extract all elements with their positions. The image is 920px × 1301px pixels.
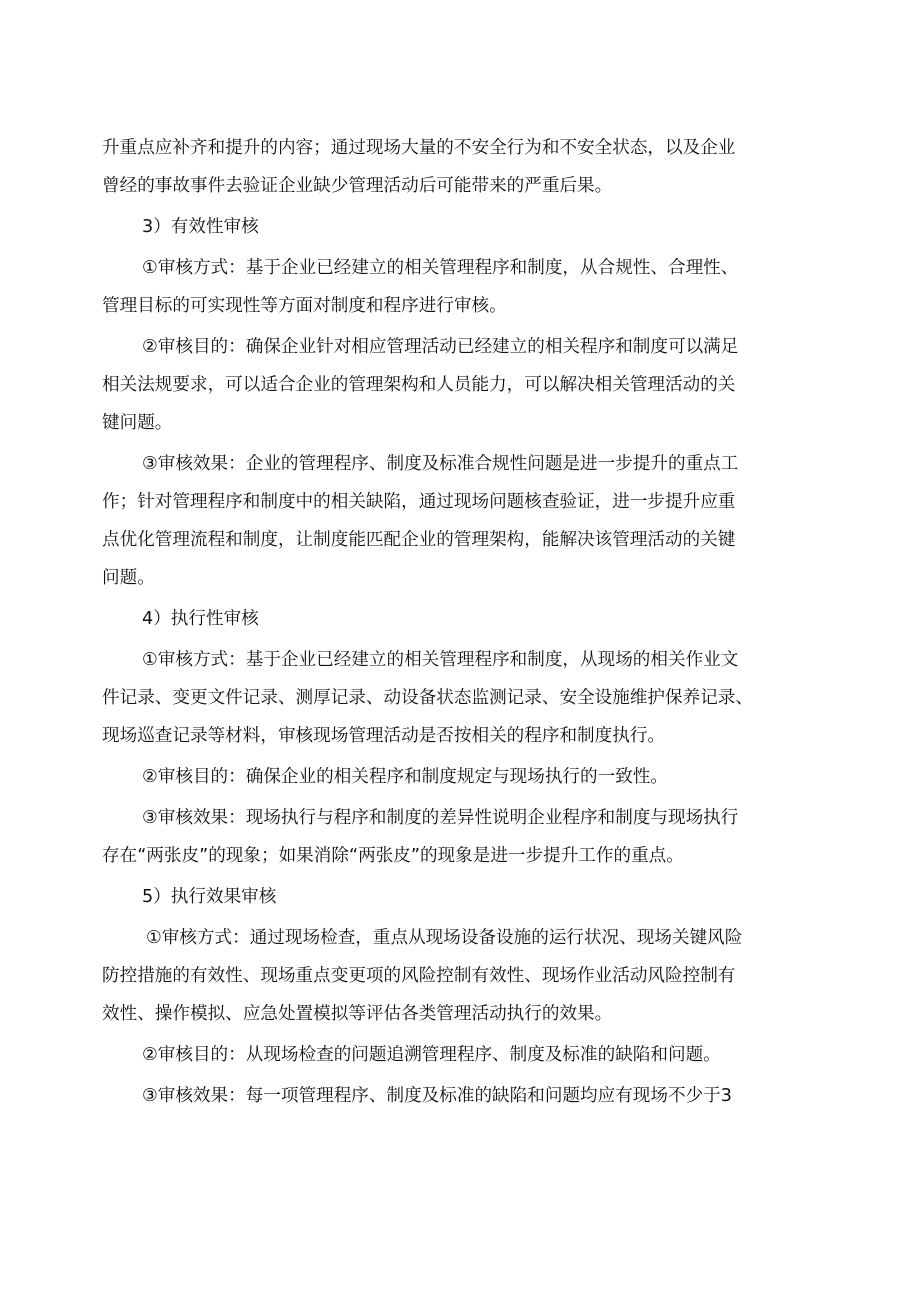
paragraph-line: ②审核目的：确保企业针对相应管理活动已经建立的相关程序和制度可以满足 [142,337,739,357]
paragraph-line: 作；针对管理程序和制度中的相关缺陷，通过现场问题核查验证，进一步提升应重 [102,492,736,512]
paragraph-line: ③审核效果：企业的管理程序、制度及标准合规性问题是进一步提升的重点工 [142,454,739,474]
paragraph-line: 现场巡查记录等材料，审核现场管理活动是否按相关的程序和制度执行。 [102,726,666,746]
paragraph-line: ①审核方式：基于企业已经建立的相关管理程序和制度，从合规性、合理性、 [142,258,739,278]
paragraph-line: ①审核方式：基于企业已经建立的相关管理程序和制度，从现场的相关作业文 [142,650,739,670]
section-heading-5: 5）执行效果审核 [142,887,277,907]
paragraph-line: 效性、操作模拟、应急处置模拟等评估各类管理活动执行的效果。 [102,1004,613,1024]
paragraph-line: ①审核方式：通过现场检查，重点从现场设备设施的运行状况、现场关键风险 [146,928,743,948]
paragraph-line: 相关法规要求，可以适合企业的管理架构和人员能力，可以解决相关管理活动的关 [102,375,736,395]
paragraph-line: ②审核目的：从现场检查的问题追溯管理程序、制度及标准的缺陷和问题。 [142,1045,721,1065]
section-heading-3: 3）有效性审核 [142,217,259,237]
paragraph-line: 问题。 [102,568,155,588]
paragraph-line: 件记录、变更文件记录、测厚记录、动设备状态监测记录、安全设施维护保养记录、 [102,688,753,708]
paragraph-line: ②审核目的：确保企业的相关程序和制度规定与现场执行的一致性。 [142,767,668,787]
paragraph-line: 曾经的事故事件去验证企业缺少管理活动后可能带来的严重后果。 [102,176,613,196]
paragraph-line: 点优化管理流程和制度，让制度能匹配企业的管理架构，能解决该管理活动的关键 [102,530,736,550]
section-heading-4: 4）执行性审核 [142,609,259,629]
paragraph-line: 升重点应补齐和提升的内容；通过现场大量的不安全行为和不安全状态，以及企业 [102,138,736,158]
paragraph-line: ③审核效果：每一项管理程序、制度及标准的缺陷和问题均应有现场不少于3 [142,1086,732,1106]
paragraph-line: 存在“两张皮”的现象；如果消除“两张皮”的现象是进一步提升工作的重点。 [102,846,684,866]
document-body [102,130,820,1114]
paragraph-line: 管理目标的可实现性等方面对制度和程序进行审核。 [102,296,507,316]
paragraph-line: 防控措施的有效性、现场重点变更项的风险控制有效性、现场作业活动风险控制有 [102,966,736,986]
paragraph-line: 键问题。 [102,413,173,433]
paragraph-line: ③审核效果：现场执行与程序和制度的差异性说明企业程序和制度与现场执行 [142,808,739,828]
